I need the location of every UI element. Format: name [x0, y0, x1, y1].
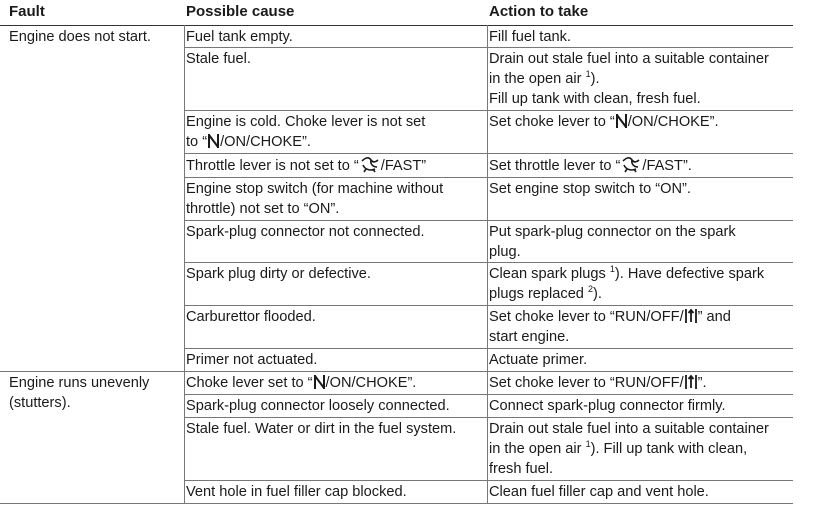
- table-row: [0, 348, 793, 371]
- table-row: [0, 480, 793, 503]
- action-text: Drain out stale fuel into a suitable container in the open air: [489, 51, 769, 87]
- choke-symbol-icon: [207, 133, 220, 149]
- action-cell: [487, 305, 793, 348]
- row-divider: [184, 177, 793, 178]
- cause-cell: Stale fuel.: [186, 51, 251, 67]
- action-text: Drain out stale fuel into a suitable container in the open air: [489, 421, 769, 457]
- rabbit-fast-icon: [620, 155, 642, 173]
- action-text: Set throttle lever to “: [489, 158, 621, 174]
- action-cell: [487, 417, 793, 480]
- action-cell: [487, 47, 793, 110]
- table-row: [0, 417, 793, 480]
- table-row: [0, 305, 793, 348]
- cause-text: /FAST”: [380, 158, 427, 174]
- table-header: [0, 0, 793, 26]
- column-divider: [184, 25, 185, 503]
- table-row: [0, 177, 793, 220]
- row-divider: [184, 153, 793, 154]
- row-divider: [184, 262, 793, 263]
- footnote-ref: 1: [585, 69, 591, 79]
- action-text: ). Have defective spark plugs replaced: [489, 266, 765, 302]
- action-cell: Actuate primer.: [489, 352, 588, 368]
- table-row: [0, 394, 793, 417]
- choke-symbol-icon: [615, 113, 628, 129]
- cause-cell: Spark-plug connector not connected.: [186, 224, 425, 240]
- action-cell: Set engine stop switch to “ON”.: [489, 181, 691, 197]
- footnote-ref: 1: [609, 264, 615, 274]
- cause-cell: Spark plug dirty or defective.: [186, 266, 371, 282]
- row-divider: [184, 348, 793, 349]
- cause-cell: Spark-plug connector loosely connected.: [186, 398, 450, 414]
- table-row: [0, 220, 793, 262]
- cause-cell: Stale fuel. Water or dirt in the fuel system.: [186, 421, 457, 437]
- row-divider: [184, 305, 793, 306]
- row-divider: [184, 480, 793, 481]
- action-text: Clean spark plugs: [489, 266, 610, 282]
- cause-text: /ON/CHOKE”.: [220, 134, 311, 150]
- fault-group-divider: [0, 371, 793, 372]
- run-off-switch-icon: [684, 374, 698, 390]
- footnote-ref: 1: [585, 439, 591, 449]
- header-possible-cause: Possible cause: [186, 3, 295, 20]
- row-divider: [184, 220, 793, 221]
- action-cell: [487, 153, 793, 177]
- cause-cell: Fuel tank empty.: [186, 29, 293, 45]
- action-text: /ON/CHOKE”.: [627, 114, 719, 130]
- header-fault: Fault: [9, 3, 45, 20]
- cause-cell: [184, 110, 487, 153]
- row-divider: [184, 394, 793, 395]
- footnote-ref: 2: [587, 284, 593, 294]
- choke-symbol-icon: [313, 374, 326, 390]
- cause-text: Choke lever set to “: [186, 375, 313, 391]
- action-cell: [487, 110, 793, 153]
- cause-cell: Engine stop switch (for machine without throttle) not set to “ON”.: [186, 181, 444, 217]
- cause-text: Engine is cold. Choke lever is not set to “: [186, 114, 426, 150]
- action-text: ).: [593, 286, 602, 302]
- action-text: ” and start engine.: [489, 309, 731, 345]
- row-divider: [184, 417, 793, 418]
- rabbit-fast-icon: [359, 155, 381, 173]
- action-cell: Fill fuel tank.: [489, 29, 571, 45]
- action-text: ). Fill up tank with clean, fresh fuel.: [489, 441, 748, 477]
- action-text: Set choke lever to “: [489, 114, 615, 130]
- table-row: [0, 47, 793, 110]
- action-cell: Clean fuel filler cap and vent hole.: [489, 484, 709, 500]
- fault-engine-not-start: Engine does not start.: [9, 29, 151, 45]
- action-text: Set choke lever to “RUN/OFF/: [489, 309, 684, 325]
- table-row: [0, 262, 793, 305]
- cause-cell: [184, 371, 487, 394]
- row-divider: [184, 110, 793, 111]
- table-bottom-rule: [0, 503, 793, 504]
- table-row: [0, 371, 793, 394]
- cause-cell: Primer not actuated.: [186, 352, 318, 368]
- run-off-switch-icon: [684, 308, 698, 324]
- table-row: [0, 153, 793, 177]
- cause-cell: [184, 153, 487, 177]
- table-row: [0, 25, 793, 47]
- action-cell: Connect spark-plug connector firmly.: [489, 398, 726, 414]
- column-divider: [487, 25, 488, 503]
- action-text: Set choke lever to “RUN/OFF/: [489, 375, 684, 391]
- action-text: ”.: [697, 375, 707, 391]
- action-cell: Put spark-plug connector on the spark plug.: [489, 224, 736, 260]
- cause-cell: Vent hole in fuel filler cap blocked.: [186, 484, 407, 500]
- cause-text: Throttle lever is not set to “: [186, 158, 359, 174]
- action-text: /FAST”.: [642, 158, 692, 174]
- cause-text: /ON/CHOKE”.: [325, 375, 417, 391]
- row-divider: [184, 47, 793, 48]
- header-action: Action to take: [489, 3, 589, 20]
- action-cell: [487, 371, 793, 394]
- table-row: [0, 110, 793, 153]
- fault-engine-runs-unevenly: Engine runs unevenly (stutters).: [9, 375, 150, 411]
- cause-cell: Carburettor flooded.: [186, 309, 316, 325]
- action-cell: [487, 262, 793, 305]
- action-text: ). Fill up tank with clean, fresh fuel.: [489, 71, 701, 107]
